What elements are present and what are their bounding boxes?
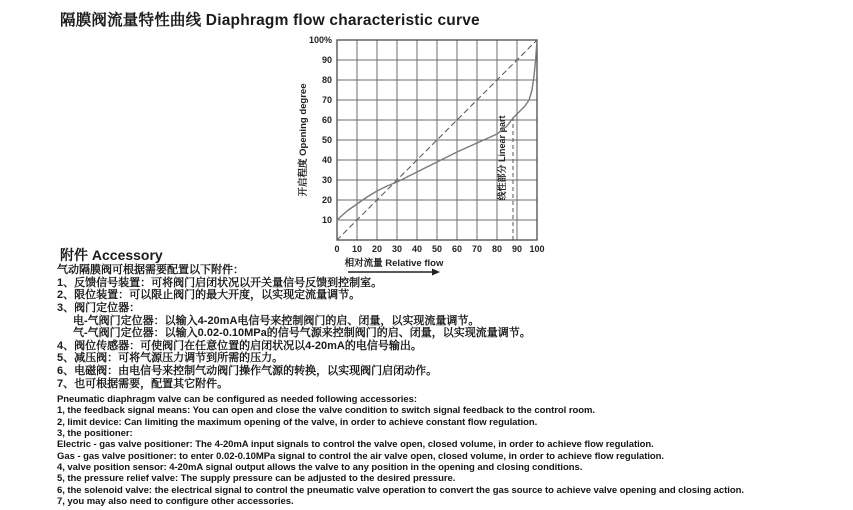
svg-text:70: 70	[321, 95, 332, 105]
list-item: 2、限位装置：可以限止阀门的最大开度，以实现定流量调节。	[57, 289, 361, 302]
list-item: 4、阀位传感器：可使阀门在任意位置的启闭状况以4-20mA的电信号输出。	[57, 339, 422, 352]
svg-text:40: 40	[411, 244, 423, 254]
list-item: 6, the solenoid valve: the electrical signal to control the pneumatic valve operation to convert the gas source to achieve valve opening and closing action.	[57, 484, 744, 496]
accessory-list-en	[57, 394, 744, 507]
list-item: 7、也可根据需要，配置其它附件。	[57, 377, 229, 390]
svg-text:10: 10	[321, 215, 332, 225]
list-item: 电-气阀门定位器：以输入4-20mA电信号来控制阀门的启、闭量，以实现流量调节。	[73, 314, 480, 327]
svg-text:30: 30	[321, 175, 332, 185]
svg-text:80: 80	[491, 244, 503, 254]
svg-text:70: 70	[471, 244, 483, 254]
list-item: 3, the positioner:	[57, 428, 133, 440]
svg-text:20: 20	[321, 195, 332, 205]
accessory-heading: 附件 Accessory	[60, 247, 163, 263]
list-item: 3、阀门定位器：	[57, 301, 141, 314]
svg-text:60: 60	[321, 115, 332, 125]
svg-text:30: 30	[391, 244, 403, 254]
list-item: 4, valve position sensor: 4-20mA signal output allows the valve to any position in the opening and closing conditions.	[57, 462, 583, 474]
list-item: 7, you may also need to configure other accessories.	[57, 496, 294, 508]
svg-text:50: 50	[431, 244, 443, 254]
svg-text:90: 90	[511, 244, 523, 254]
list-item: 5、减压阀：可将气源压力调节到所需的压力。	[57, 352, 284, 365]
svg-text:0: 0	[334, 244, 340, 254]
list-item: 气-气阀门定位器：以输入0.02-0.10MPa的信号气源来控制阀门的启、闭量，以实现流量调节。	[73, 327, 531, 340]
list-item: 6、电磁阀：由电信号来控制气动阀门操作气源的转换，以实现阀门启闭动作。	[57, 365, 438, 378]
svg-text:100%: 100%	[308, 35, 332, 45]
accessory-list-zh	[57, 264, 531, 390]
svg-text:50: 50	[321, 135, 332, 145]
svg-text:10: 10	[351, 244, 363, 254]
svg-text:80: 80	[321, 75, 332, 85]
list-item: 气动隔膜阀可根据需要配置以下附件：	[57, 264, 244, 276]
flow-characteristic-chart	[282, 30, 582, 285]
svg-text:相对流量 Relative flow: 相对流量 Relative flow	[344, 258, 444, 269]
list-item: 1, the feedback signal means: You can open and close the valve condition to switch signal feedback to the control room.	[57, 405, 595, 417]
svg-text:开启程度 Opening degree: 开启程度 Opening degree	[298, 83, 309, 197]
svg-text:90: 90	[321, 55, 332, 65]
list-item: 1、反馈信号装置：可将阀门启闭状况以开关量信号反馈到控制室。	[57, 276, 383, 289]
flow-chart-svg	[282, 30, 582, 285]
svg-text:20: 20	[371, 244, 383, 254]
svg-text:线性部分 Linear part: 线性部分 Linear part	[497, 115, 507, 201]
svg-text:100: 100	[529, 244, 545, 254]
list-item: Electric - gas valve positioner: The 4-20mA input signals to control the valve open, closed volume, in order to achieve flow regulation.	[57, 439, 654, 451]
svg-text:40: 40	[321, 155, 332, 165]
list-item: Gas - gas valve positioner: to enter 0.02-0.10MPa signal to control the air valve open, closed volume, in order to achieve flow regulation.	[57, 450, 665, 462]
list-item: 2, limit device: Can limiting the maximum opening of the valve, in order to achieve constant flow regulation.	[57, 416, 538, 428]
list-item: Pneumatic diaphragm valve can be configured as needed following accessories:	[57, 394, 417, 405]
svg-text:60: 60	[451, 244, 463, 254]
page-title: 隔膜阀流量特性曲线 Diaphragm flow characteristic curve	[60, 12, 480, 29]
list-item: 5, the pressure relief valve: The supply pressure can be adjusted to the desired pressure.	[57, 473, 456, 485]
